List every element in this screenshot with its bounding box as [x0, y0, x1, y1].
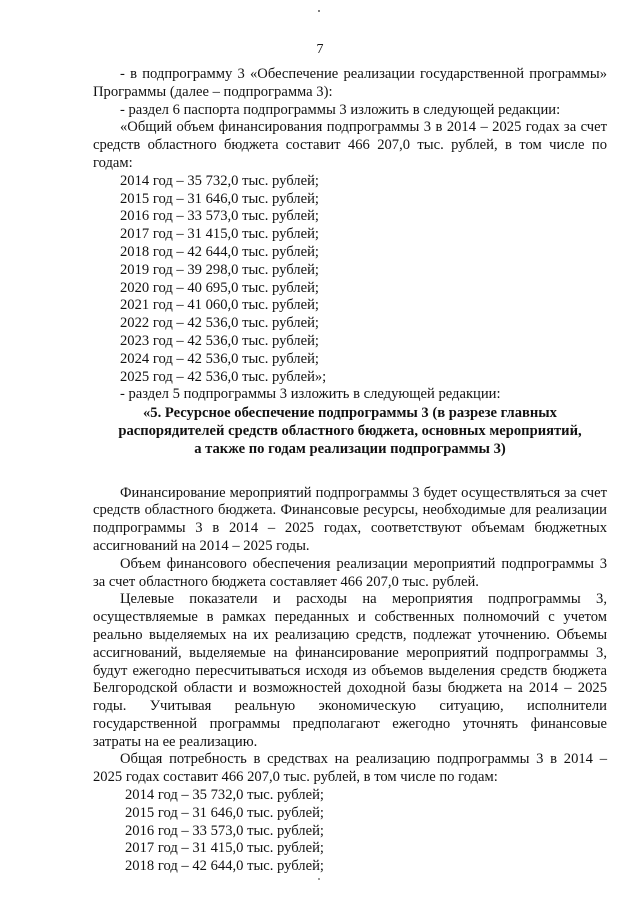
list-item: 2024 год – 42 536,0 тыс. рублей; — [120, 350, 319, 367]
list-item: 2015 год – 31 646,0 тыс. рублей; — [120, 190, 319, 207]
list-item: 2023 год – 42 536,0 тыс. рублей; — [120, 332, 319, 349]
list-item: 2018 год – 42 644,0 тыс. рублей; — [120, 243, 319, 260]
heading-line: а также по годам реализации подпрограммы 3) — [194, 440, 506, 457]
list-item: 2014 год – 35 732,0 тыс. рублей; — [125, 787, 324, 804]
financing-years-list — [93, 173, 607, 387]
list-item: 2018 год – 42 644,0 тыс. рублей; — [125, 858, 324, 875]
paragraph-target-indicators: Целевые показатели и расходы на мероприятия подпрограммы 3, осуществляемые в рамках переданных и собственных полномочий с учетом реально выделяемых на их реализацию средств, подлежат уточнению. Объемы ассигнований, выделяемые на финансирование мероприятий подпрограммы 3, будут ежегодно пересчитываться исходя из объемов выделения средств бюджета Белгородской области и возможностей доходной базы бюджета на 2014 – 2025 годы. Учитывая реальную экономическую ситуацию, исполнители государственной программы предполагают ежегодно уточнять финансовые затраты на ее реализацию. — [93, 591, 607, 750]
list-item: 2025 год – 42 536,0 тыс. рублей»; — [120, 368, 327, 385]
list-item: 2017 год – 31 415,0 тыс. рублей; — [120, 226, 319, 243]
paragraph-section6: - раздел 6 паспорта подпрограммы 3 изложить в следующей редакции: — [120, 101, 561, 118]
heading-line: распорядителей средств областного бюджета, основных мероприятий, — [118, 422, 582, 439]
paragraph-subprogram-intro: - в подпрограмму 3 «Обеспечение реализации государственной программы» Программы (далее – подпрограмма 3): — [93, 66, 607, 100]
list-item: 2021 год – 41 060,0 тыс. рублей; — [120, 297, 319, 314]
paragraph-financing-source: Финансирование мероприятий подпрограммы 3 будет осуществляться за счет средств областного бюджета. Финансовые ресурсы, необходимые для реализации подпрограммы 3 в 2014 – 2025 годах, соответствуют объемам бюджетных ассигнований на 2014 – 2025 годы. — [93, 484, 607, 554]
paragraph-total-need: Общая потребность в средствах на реализацию подпрограммы 3 в 2014 – 2025 годах составит 466 207,0 тыс. рублей, в том числе по годам: — [93, 751, 607, 786]
list-item: 2022 год – 42 536,0 тыс. рублей; — [120, 315, 319, 332]
page-number: 7 — [316, 42, 324, 57]
list-item: 2020 год – 40 695,0 тыс. рублей; — [120, 279, 319, 296]
list-item: 2016 год – 33 573,0 тыс. рублей; — [120, 208, 319, 225]
scan-speck — [318, 878, 320, 880]
paragraph-financing-volume: Объем финансового обеспечения реализации мероприятий подпрограммы 3 за счет областного бюджета составляет 466 207,0 тыс. рублей. — [93, 555, 607, 590]
paragraph-section5: - раздел 5 подпрограммы 3 изложить в следующей редакции: — [120, 386, 501, 403]
section-heading — [93, 405, 607, 458]
list-item: 2015 год – 31 646,0 тыс. рублей; — [125, 804, 324, 821]
list-item: 2014 год – 35 732,0 тыс. рублей; — [120, 172, 319, 189]
list-item: 2016 год – 33 573,0 тыс. рублей; — [125, 822, 324, 839]
document-body — [93, 66, 607, 876]
list-item: 2017 год – 31 415,0 тыс. рублей; — [125, 840, 324, 857]
list-item: 2019 год – 39 298,0 тыс. рублей; — [120, 261, 319, 278]
need-years-list — [93, 787, 607, 876]
heading-line: «5. Ресурсное обеспечение подпрограммы 3 (в разрезе главных — [143, 405, 557, 422]
paragraph-total-financing: «Общий объем финансирования подпрограммы 3 в 2014 – 2025 годах за счет средств областного бюджета составит 466 207,0 тыс. рублей, в том числе по годам: — [93, 119, 607, 171]
scan-speck — [318, 10, 320, 12]
